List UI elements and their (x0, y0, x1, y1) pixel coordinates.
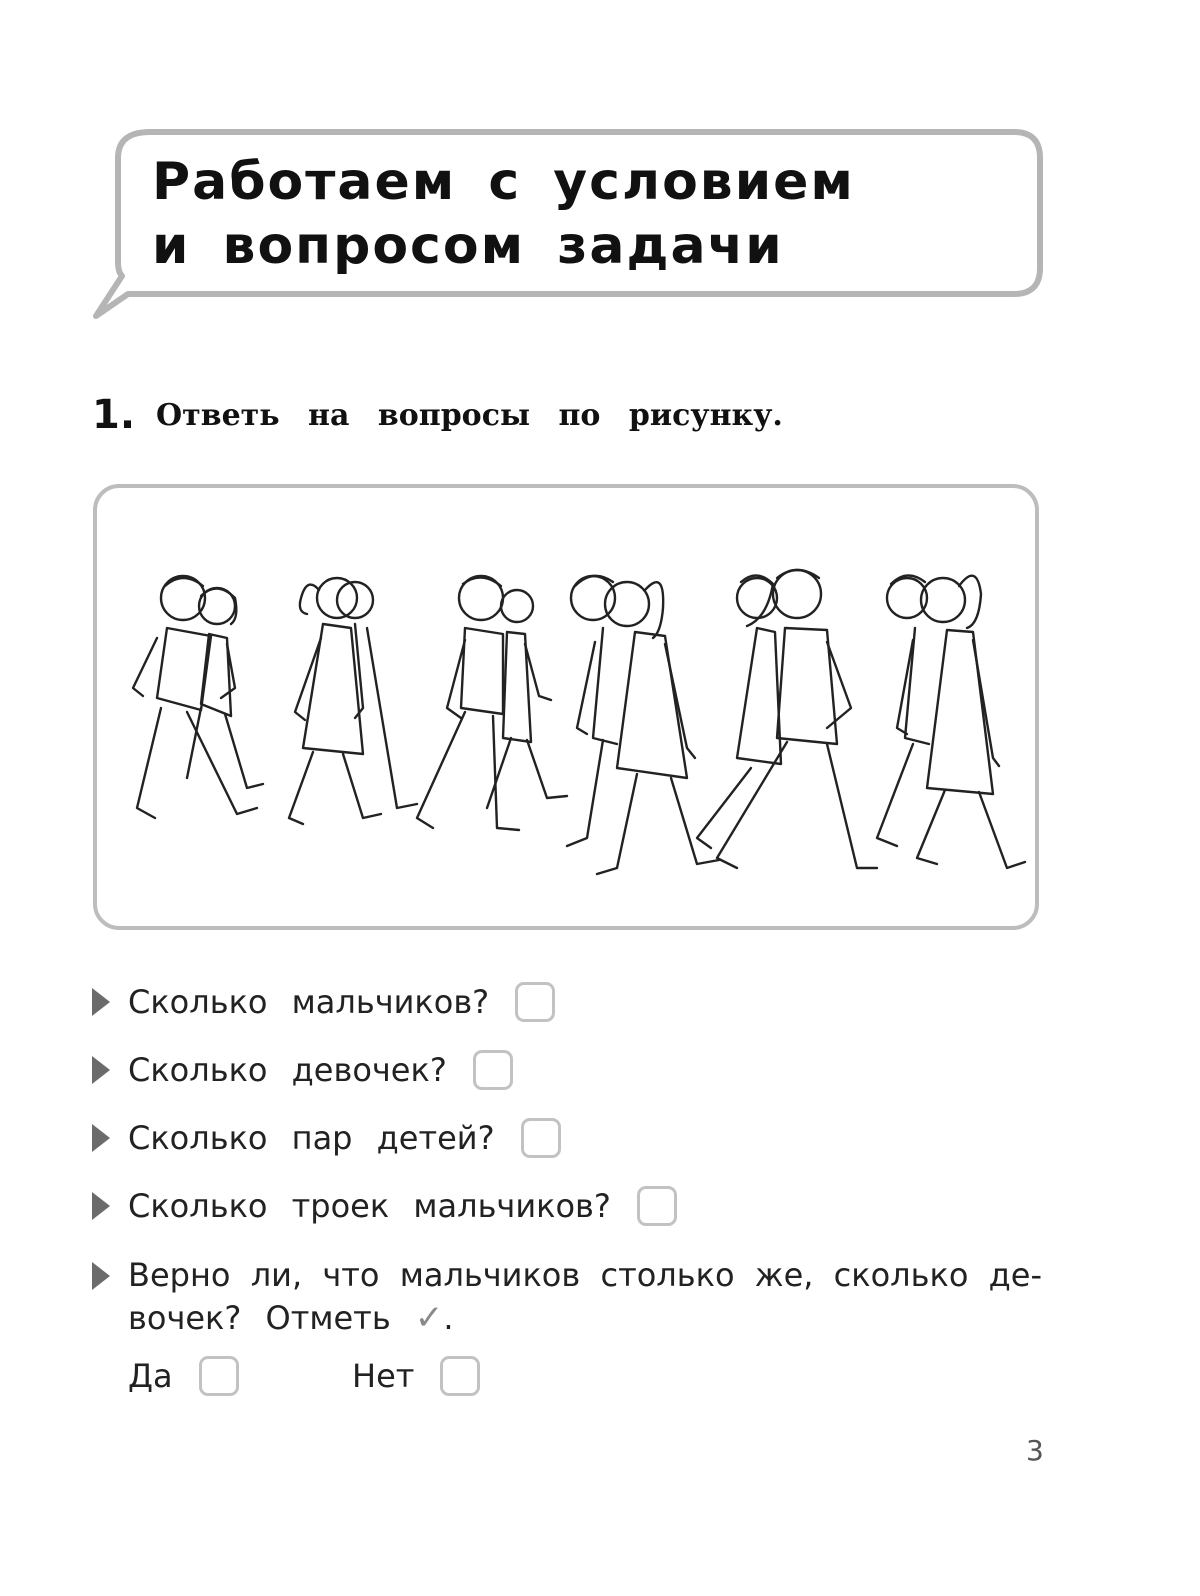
question-4 (92, 1186, 677, 1226)
triangle-bullet-icon (92, 1056, 110, 1084)
pair-boy-girl-3 (417, 576, 567, 830)
answer-box-1[interactable] (515, 982, 555, 1022)
question-1-text: Сколько мальчиков? (128, 983, 490, 1021)
answer-box-3[interactable] (521, 1118, 561, 1158)
check-mark-icon: ✓ (414, 1298, 444, 1338)
question-3-text: Сколько пар детей? (128, 1119, 495, 1157)
triangle-bullet-icon (92, 1124, 110, 1152)
children-walking-illustration-icon (97, 488, 1043, 934)
question-2-text: Сколько девочек? (128, 1051, 447, 1089)
triangle-bullet-icon (92, 988, 110, 1016)
page-title (152, 150, 855, 278)
question-5-period: . (443, 1299, 454, 1337)
option-yes (128, 1356, 239, 1396)
task-instruction: Ответь на вопросы по рисунку. (156, 398, 783, 433)
triangle-bullet-icon (92, 1262, 110, 1290)
page-number: 3 (1026, 1434, 1044, 1467)
page-title-line1: Работаем с условием (152, 152, 855, 212)
no-checkbox[interactable] (440, 1356, 480, 1396)
pair-girl-boy-2 (289, 578, 417, 824)
question-5-line1: Верно ли, что мальчиков столько же, сколько де- (128, 1256, 1042, 1294)
option-no (352, 1356, 480, 1396)
question-4-text: Сколько троек мальчиков? (128, 1187, 611, 1225)
question-5-line2-text: вочек? Отметь (128, 1299, 391, 1337)
answer-box-4[interactable] (637, 1186, 677, 1226)
pair-girl-boy-5 (697, 570, 877, 868)
question-2 (92, 1050, 513, 1090)
option-yes-label: Да (128, 1357, 173, 1395)
pair-girl-girl-4 (567, 576, 719, 874)
triangle-bullet-icon (92, 1192, 110, 1220)
answer-box-2[interactable] (473, 1050, 513, 1090)
illustration-frame (93, 484, 1039, 930)
page-title-line2: и вопросом задачи (152, 216, 784, 276)
pair-boy-girl-1 (133, 576, 263, 818)
pair-girl-girl-6 (877, 575, 1025, 868)
question-3 (92, 1118, 561, 1158)
option-no-label: Нет (352, 1357, 415, 1395)
task-number: 1. (92, 392, 136, 438)
question-5-line2 (128, 1298, 454, 1338)
question-1 (92, 982, 555, 1022)
yes-checkbox[interactable] (199, 1356, 239, 1396)
